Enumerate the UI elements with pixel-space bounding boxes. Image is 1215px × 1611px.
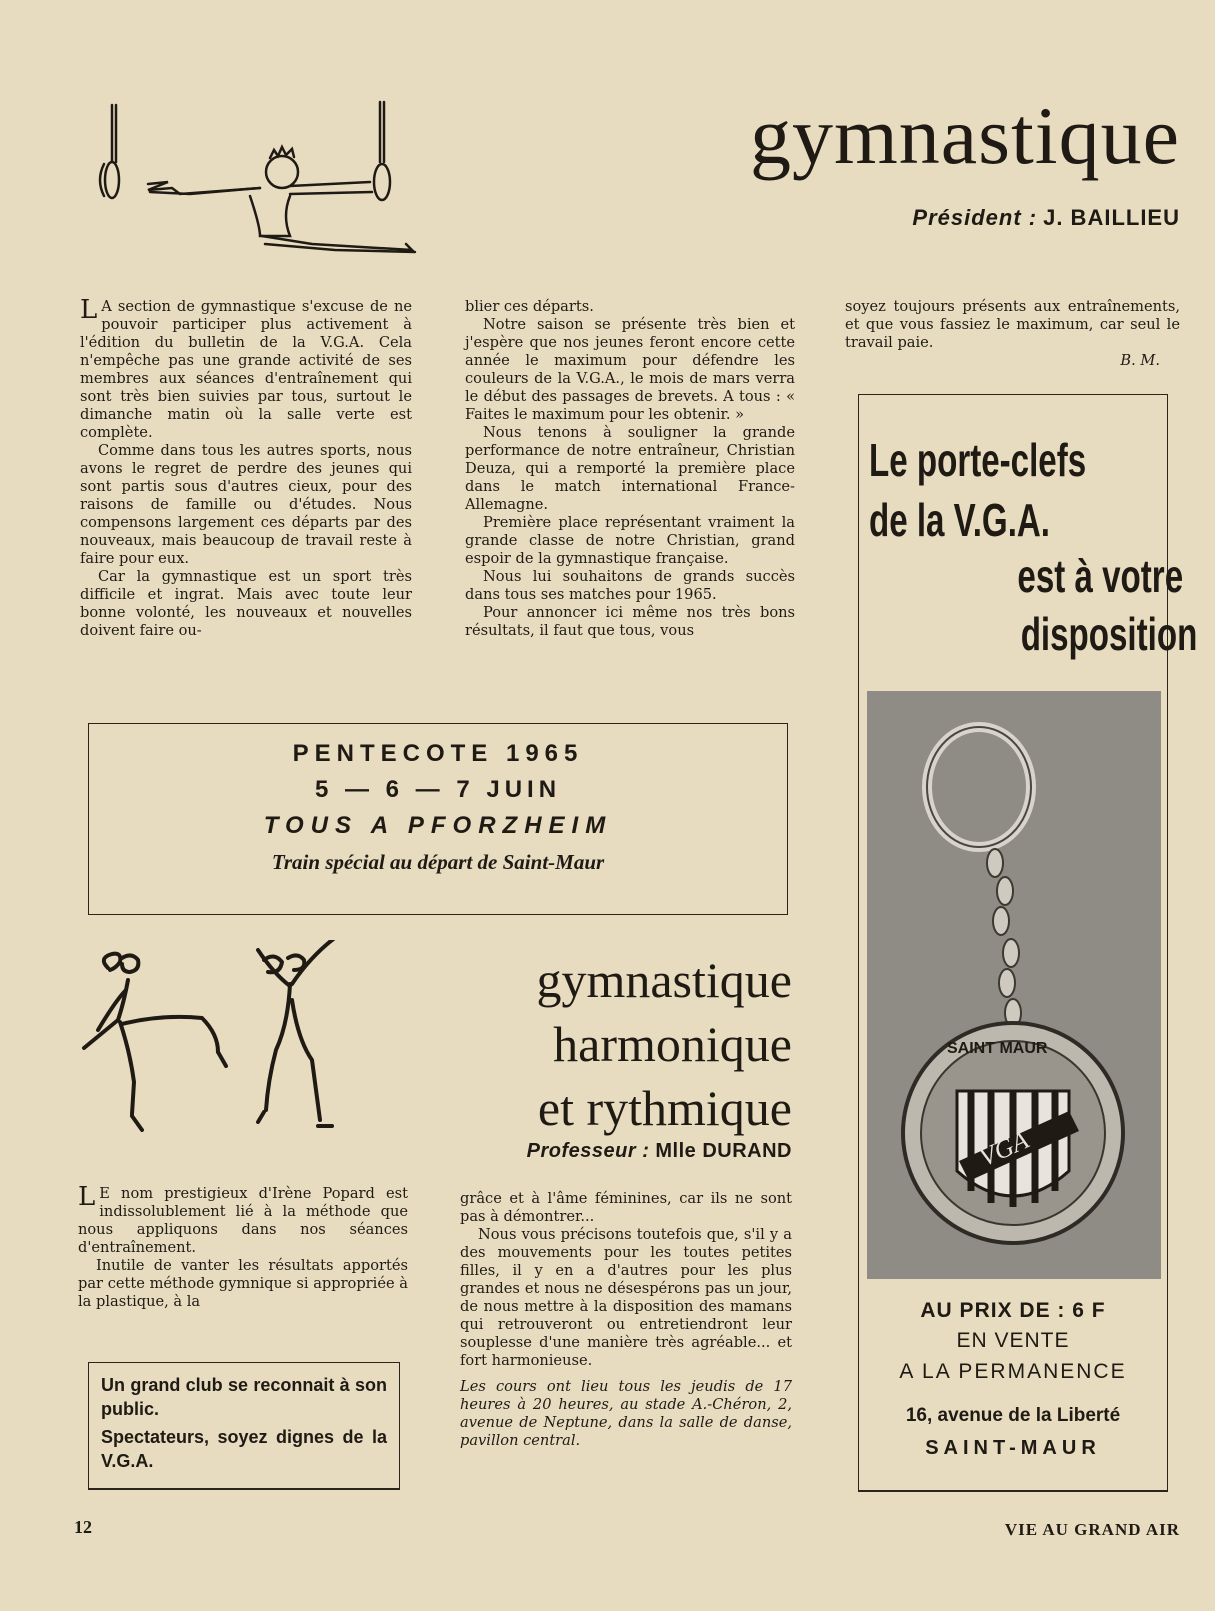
magazine-name: VIE AU GRAND AIR (1004, 1520, 1180, 1539)
page-number: 12 (74, 1517, 92, 1537)
article-paragraph: Nous lui souhaitons de grands succès dans tous ses matches pour 1965. (465, 568, 795, 603)
club-box (88, 1362, 400, 1490)
harmonique-title-line-3: et rythmique (537, 1080, 792, 1136)
harmonique-title (420, 948, 792, 1140)
section-title: gymnastique (749, 90, 1180, 181)
keyring-advertisement (858, 394, 1197, 1492)
article-paragraph: Pour annoncer ici même nos très bons résultats, il faut que tous, vous (465, 604, 795, 639)
president-line (830, 205, 1180, 231)
article-paragraph: Comme dans tous les autres sports, nous avons le regret de perdre des jeunes qui sont partis sous d'autres cieux, pour des raisons de famille ou d'études. Nous compensons largement ces départs par des nouveaux, mais beaucoup de travail reste à faire pour eux. (80, 442, 412, 567)
medal-vga-text: VGA (974, 1125, 1033, 1173)
article-column-3 (845, 298, 1180, 370)
harmonique-column-1 (78, 1182, 408, 1311)
pentecote-destination: TOUS A PFORZHEIM (263, 812, 613, 839)
ad-address: 16, avenue de la Liberté (905, 1405, 1121, 1426)
president-name: J. BAILLIEU (1043, 205, 1180, 230)
article-paragraph: Car la gymnastique est un sport très difficile et ingrat. Mais avec toute leur bonne volonté, les nouveaux et nouvelles doivent faire ou- (80, 568, 412, 639)
pentecote-dates: 5 — 6 — 7 JUIN (314, 776, 562, 803)
article-paragraph: blier ces départs. (465, 298, 594, 315)
professor-line (440, 1140, 792, 1163)
pentecote-box (88, 723, 788, 915)
ad-headline-4: disposition (1020, 608, 1197, 660)
article-paragraph: Notre saison se présente très bien et j'espère que nos jeunes feront encore cette année le maximum pour défendre les couleurs de la V.G.A., le mois de mars verra le début des passages de brevets. A tous : « Faites le maximum pour les obtenir. » (465, 316, 795, 423)
drop-cap: L (80, 295, 98, 325)
article-paragraph: Nous tenons à souligner la grande performance de notre entraîneur, Christian Deuza, qui a remporté la première place dans le match international France-Allemagne. (465, 424, 795, 513)
article-paragraph: Inutile de vanter les résultats apportés par cette méthode gymnique si appropriée à la plastique, à la (78, 1257, 408, 1310)
article-column-2 (465, 298, 795, 678)
harmonique-column-2 (460, 1190, 792, 1450)
article-paragraph: Première place représentant vraiment la grande classe de notre Christian, grand espoir de la gymnastique française. (465, 514, 795, 567)
dancers-illustration (78, 940, 418, 1170)
article-paragraph: grâce et à l'âme féminines, car ils ne sont pas à démontrer... (460, 1190, 792, 1225)
article-paragraph: soyez toujours présents aux entraînements, et que vous fassiez le maximum, car seul le travail paie. (845, 298, 1180, 351)
ad-headline-3: est à votre (1017, 550, 1183, 602)
club-box-line-1: Un grand club se reconnait à son public. (101, 1375, 387, 1419)
rings-gymnast-illustration (90, 100, 420, 260)
keyring-photo (867, 691, 1161, 1279)
ad-sale-line-2: A LA PERMANENCE (899, 1360, 1127, 1383)
drop-cap: L (78, 1182, 96, 1212)
ad-city: SAINT-MAUR (925, 1437, 1101, 1459)
professor-label: Professeur : (526, 1140, 650, 1162)
article-signature: B. M. (1120, 352, 1160, 369)
ad-headline-1: Le porte-clefs (869, 434, 1087, 486)
ad-sale-line-1: EN VENTE (956, 1329, 1070, 1352)
article-column-1 (80, 295, 412, 678)
medal-city-text: SAINT MAUR (947, 1040, 1048, 1057)
course-schedule: Les cours ont lieu tous les jeudis de 17 heures à 20 heures, au stade A.-Chéron, 2, avenue de Neptune, dans la salle de danse, pavillon central. (460, 1378, 792, 1449)
article-paragraph: Nous vous précisons toutefois que, s'il y a des mouvements pour les toutes petites filles, il y en a d'autres pour les plus grandes et nous ne désespérons pas un jour, de nous mettre à la disposition des mamans qui retrouveront ou entretiendront leur souplesse d'une manière très agréable... et fort harmonieuse. (460, 1226, 792, 1369)
professor-name: Mlle DURAND (655, 1140, 792, 1162)
article-paragraph: L E nom prestigieux d'Irène Popard est indissolublement lié à la méthode que nous appliquons dans nos séances d'entraînement. (78, 1182, 408, 1256)
pentecote-train: Train spécial au départ de Saint-Maur (271, 850, 605, 874)
pentecote-title: PENTECOTE 1965 (292, 740, 584, 767)
harmonique-title-line-1: gymnastique (536, 952, 792, 1008)
ad-price: AU PRIX DE : 6 F (920, 1299, 1106, 1322)
president-label: Président : (912, 205, 1038, 230)
keyring-image (867, 691, 1161, 1279)
ad-headline-2: de la V.G.A. (869, 494, 1051, 546)
harmonique-title-line-2: harmonique (553, 1016, 792, 1072)
club-box-line-2: Spectateurs, soyez dignes de la V.G.A. (101, 1427, 387, 1471)
article-paragraph: L A section de gymnastique s'excuse de ne pouvoir participer plus activement à l'édition du bulletin de la V.G.A. Cela n'empêche pas une grande activité de ses membres aux séances d'entraînement qui sont très bien suivies par tous, surtout le dimanche matin où la salle verte est complète. (80, 295, 412, 441)
